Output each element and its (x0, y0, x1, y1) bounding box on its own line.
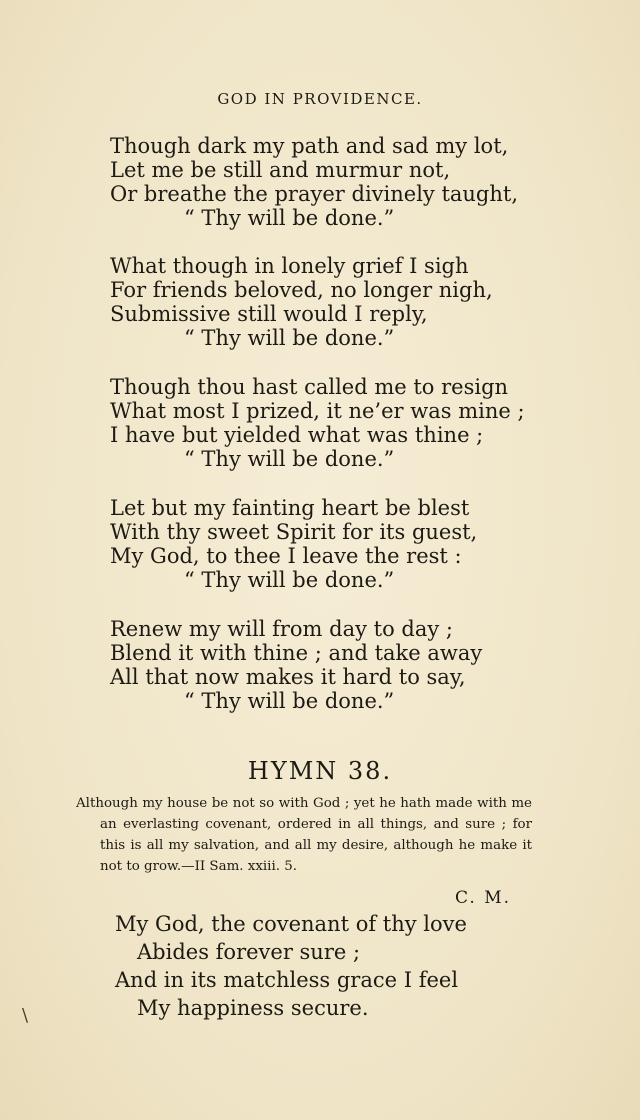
verse-line: Let but my fainting heart be blest (110, 496, 470, 520)
refrain-line: “ Thy will be done.” (184, 568, 395, 592)
verse-line: Blend it with thine ; and take away (110, 641, 483, 665)
stanza-2 (110, 254, 530, 350)
refrain-line: “ Thy will be done.” (184, 689, 395, 713)
refrain-line: “ Thy will be done.” (184, 206, 395, 230)
verse-line: Renew my will from day to day ; (110, 617, 453, 641)
margin-mark: \ (22, 1005, 29, 1026)
verse-line: And in its matchless grace I feel (115, 968, 459, 992)
verse-line: My God, the covenant of thy love (115, 912, 467, 936)
verse-line: What though in lonely grief I sigh (110, 254, 469, 278)
hymn-title: HYMN 38. (247, 757, 393, 785)
stanza-1 (110, 134, 530, 230)
hymn-meter: C. M. (455, 888, 512, 908)
verse-line: Let me be still and murmur not, (110, 158, 451, 182)
verse-line: Though thou hast called me to resign (110, 375, 509, 399)
verse-line: Submissive still would I reply, (110, 302, 428, 326)
verse-line: For friends beloved, no longer nigh, (110, 278, 493, 302)
epigraph-text: Although my house be not so with God ; yet he hath made with me an everlasting covenant, ordered in all things, and sure ; for this is all my salvation, and all my desire, although he make it not to grow.—II Sam. xxiii. 5. (76, 796, 532, 874)
verse-line: What most I prized, it ne’er was mine ; (110, 399, 525, 423)
scripture-epigraph (76, 793, 532, 877)
hymn-stanza-1 (115, 910, 535, 1022)
verse-line: Or breathe the prayer divinely taught, (110, 182, 519, 206)
stanza-4 (110, 496, 530, 592)
verse-line: Abides forever sure ; (137, 940, 361, 964)
verse-line: My happiness secure. (137, 996, 369, 1020)
verse-line: All that now makes it hard to say, (110, 665, 466, 689)
verse-line: With thy sweet Spirit for its guest, (110, 520, 478, 544)
stanza-5 (110, 617, 530, 713)
stanza-3 (110, 375, 530, 471)
verse-line: I have but yielded what was thine ; (110, 423, 484, 447)
running-head: GOD IN PROVIDENCE. (217, 90, 423, 108)
refrain-line: “ Thy will be done.” (184, 447, 395, 471)
verse-line: My God, to thee I leave the rest : (110, 544, 462, 568)
refrain-line: “ Thy will be done.” (184, 326, 395, 350)
verse-line: Though dark my path and sad my lot, (110, 134, 509, 158)
